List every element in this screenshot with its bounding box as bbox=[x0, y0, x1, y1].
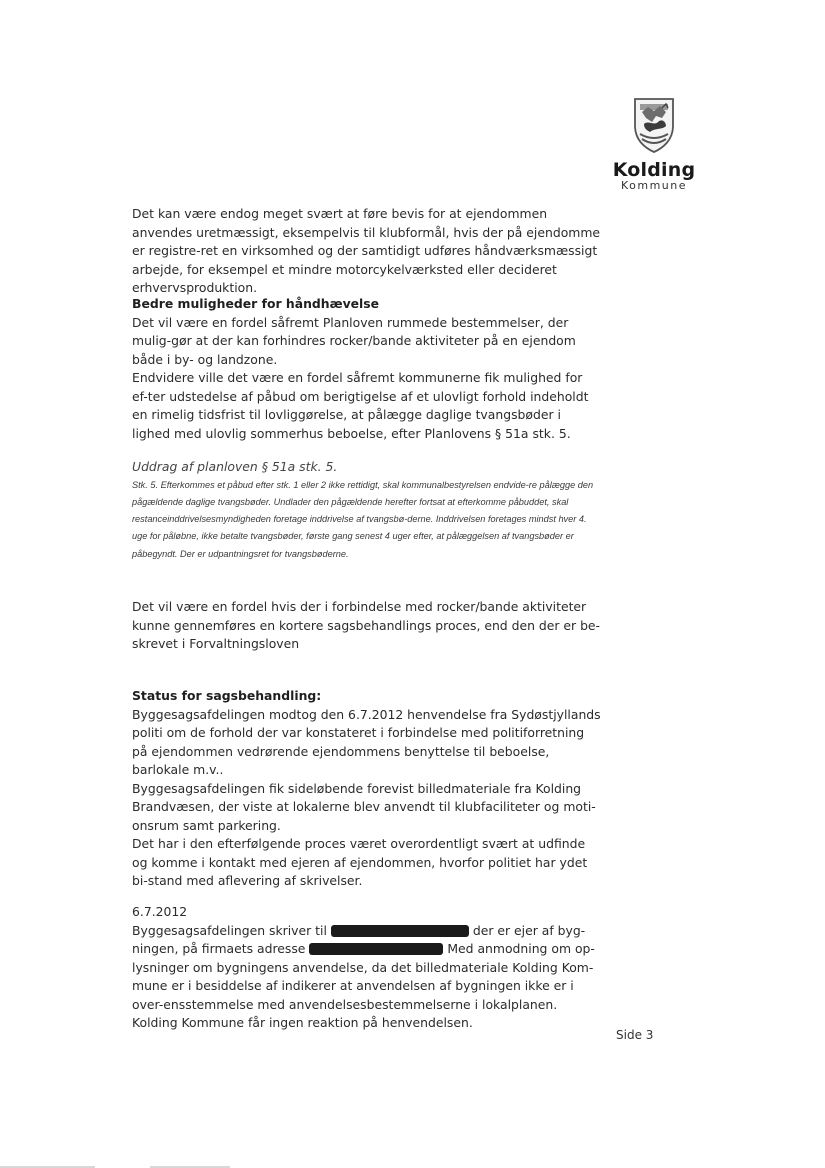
intro-paragraph: Det kan være endog meget svært at føre bevis for at ejendommen anvendes uretmæssigt, eksempelvis til klubformål, hvis der på ejendomme er registre-ret en virksomhed og der samtidigt udføres håndværksmæssigt arbejde, for eksempel et mindre motorcykelværksted eller decideret erhvervsproduktion. bbox=[132, 206, 601, 295]
status-paragraph-3: Det har i den efterfølgende proces været overordentligt svært at udfinde og komme i kontakt med ejeren af ejendommen, hvorfor politiet har ydet bi-stand med aflevering af skrivelser. bbox=[132, 836, 588, 888]
redacted-name bbox=[331, 925, 469, 937]
section-enforcement bbox=[132, 295, 602, 443]
coat-of-arms-icon bbox=[632, 96, 676, 154]
entry-date: 6.7.2012 bbox=[132, 904, 188, 919]
kolding-kommune-logo bbox=[604, 96, 704, 200]
entry-paragraph bbox=[132, 922, 602, 1015]
section-heading-enforcement: Bedre muligheder for håndhævelse bbox=[132, 296, 380, 311]
logo-name: Kolding bbox=[612, 159, 696, 181]
entry-text-3: Med anmodning om op-lysninger om bygningens anvendelse, da det billedmateriale Kolding Kom-mune er i besiddelse af indikerer at anvendelsen af bygningen ikke er i over-ensstemmelse med anvendelsesbestemmelserne i lokalplanen. bbox=[132, 941, 595, 1012]
procedure-paragraph-block bbox=[132, 598, 602, 654]
dated-entry bbox=[132, 903, 602, 1033]
entry-text-1: Byggesagsafdelingen skriver til bbox=[132, 922, 327, 938]
redacted-address bbox=[309, 943, 443, 955]
entry-conclusion: Kolding Kommune får ingen reaktion på henvendelsen. bbox=[132, 1015, 473, 1030]
law-excerpt-title: Uddrag af planloven § 51a stk. 5. bbox=[132, 459, 338, 474]
section-heading-status: Status for sagsbehandling: bbox=[132, 688, 322, 703]
law-excerpt-text: Stk. 5. Efterkommes et påbud efter stk. 1 eller 2 ikke rettidigt, skal kommunalbestyrelsen endvide-re pålægge den pågældende daglige tvangsbøder. Undlader den pågældende herefter fortsat at efterkomme påbuddet, skal restanceinddrivelsesmyndigheden foretage inddrivelse af tvangsbø-derne. Inddrivelsen foretages mindst hver 4. uge for påløbne, ikke betalte tvangsbøder, første gang senest 4 uger efter, at pålæggelsen af tvangsbøder er påbegyndt. Der er udpantningsret for tvangsbøderne. bbox=[132, 479, 594, 559]
status-paragraph-1: Byggesagsafdelingen modtog den 6.7.2012 henvendelse fra Sydøstjyllands politi om de forhold der var konstateret i forbindelse med politiforretning på ejendommen vedrørende ejendommens benyttelse til beboelse, barlokale m.v.. bbox=[132, 706, 601, 777]
enforcement-paragraph-2: Endvidere ville det være en fordel såfremt kommunerne fik mulighed for ef-ter udstedelse af påbud om berigtigelse af et ulovligt forhold indeholdt en rimelig tidsfrist til lovliggørelse, at pålægge daglige tvangsbøder i lighed med ulovlig sommerhus beboelse, efter Planlovens § 51a stk. 5. bbox=[132, 370, 589, 441]
page-number: Side 3 bbox=[616, 1028, 654, 1042]
law-excerpt bbox=[132, 458, 602, 563]
logo-subtitle: Kommune bbox=[620, 179, 688, 192]
section-case-status bbox=[132, 687, 602, 891]
procedure-paragraph: Det vil være en fordel hvis der i forbindelse med rocker/bande aktiviteter kunne gennemføres en kortere sagsbehandlings proces, end den der er be-skrevet i Forvaltningsloven bbox=[132, 599, 601, 651]
entry-text-2: der er ejer af byg-ningen, på firmaets adresse bbox=[132, 922, 586, 956]
enforcement-paragraph-1: Det vil være en fordel såfremt Planloven rummede bestemmelser, der mulig-gør at der kan forhindres rocker/bande aktiviteter på en ejendom både i by- og landzone. bbox=[132, 314, 576, 367]
status-paragraph-2: Byggesagsafdelingen fik sideløbende forevist billedmateriale fra Kolding Brandvæsen, der viste at lokalerne blev anvendt til klubfaciliteter og moti-onsrum samt parkering. bbox=[132, 780, 596, 833]
intro-paragraph-block bbox=[132, 205, 602, 298]
